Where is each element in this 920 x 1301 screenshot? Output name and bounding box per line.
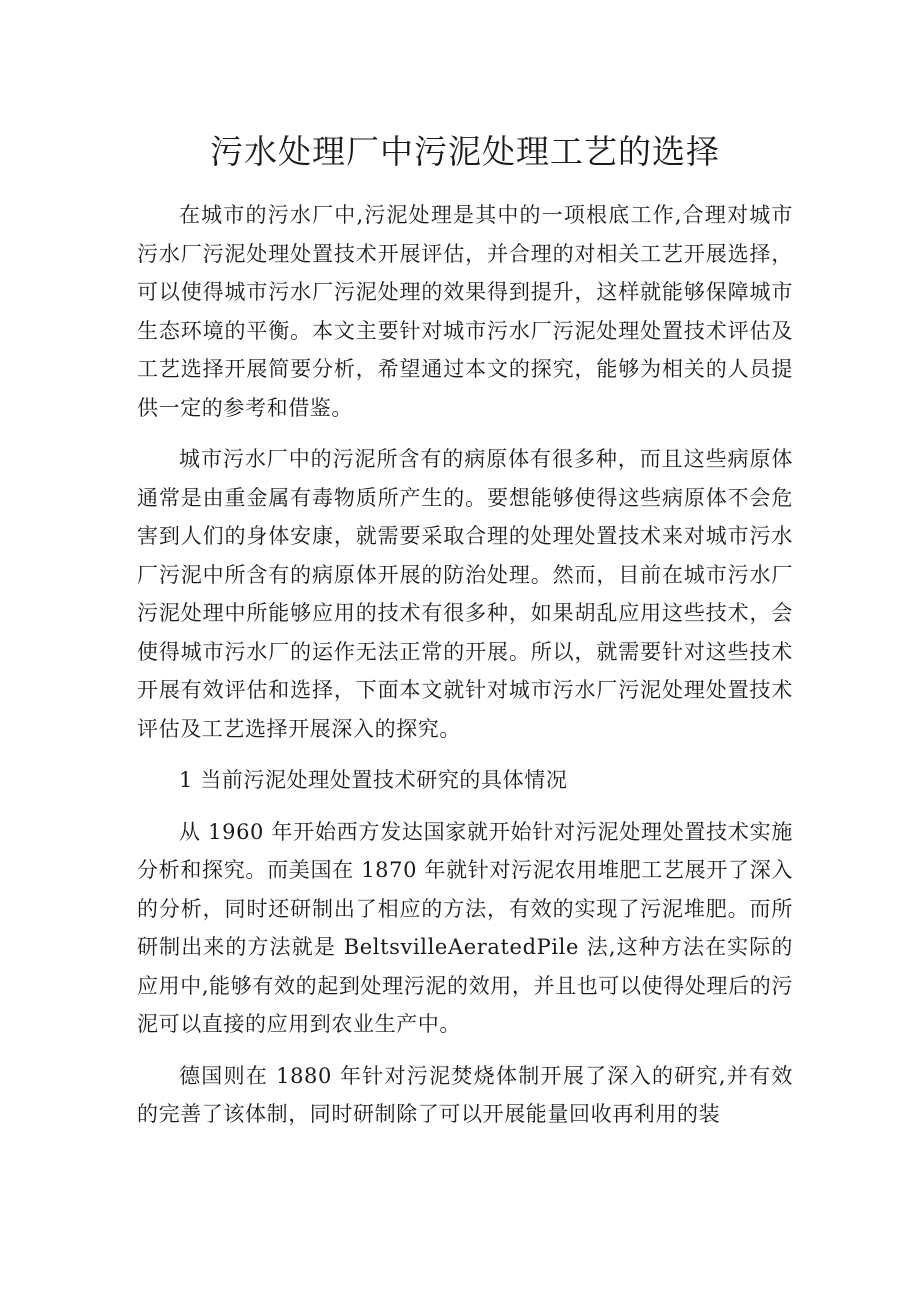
germany-paragraph: 德国则在 1880 年针对污泥焚烧体制开展了深入的研究,并有效的完善了该体制，同时研制除了可以开展能量回收再利用的装 (137, 1063, 793, 1126)
section-heading: 1 当前污泥处理处置技术研究的具体情况 (179, 768, 568, 792)
pathogen-paragraph: 城市污水厂中的污泥所含有的病原体有很多种，而且这些病原体通常是由重金属有毒物质所产生的。要想能够使得这些病原体不会危害到人们的身体安康，就需要采取合理的处理处置技术来对城市污水厂污泥中所含有的病原体开展的防治处理。然而，目前在城市污水厂污泥处理中所能够应用的技术有很多种，如果胡乱应用这些技术，会使得城市污水厂的运作无法正常的开展。所以，就需要针对这些技术开展有效评估和选择，下面本文就针对城市污水厂污泥处理处置技术评估及工艺选择开展深入的探究。 (137, 447, 793, 741)
document-title: 污水处理厂中污泥处理工艺的选择 (210, 132, 720, 171)
history-paragraph: 从 1960 年开始西方发达国家就开始针对污泥处理处置技术实施分析和探究。而美国在 1870 年就针对污泥农用堆肥工艺展开了深入的分析，同时还研制出了相应的方法，有效的实现了污泥堆肥。而所研制出来的方法就是 BeltsvilleAeratedPile 法,这种方法在实际的应用中,能够有效的起到处理污泥的效用，并且也可以使得处理后的污泥可以直接的应用到农业生产中。 (137, 819, 793, 1036)
document-page (137, 128, 793, 1147)
intro-paragraph: 在城市的污水厂中,污泥处理是其中的一项根底工作,合理对城市污水厂污泥处理处置技术开展评估，并合理的对相关工艺开展选择，可以使得城市污水厂污泥处理的效果得到提升，这样就能够保障城市生态环境的平衡。本文主要针对城市污水厂污泥处理处置技术评估及工艺选择开展简要分析，希望通过本文的探究，能够为相关的人员提供一定的参考和借鉴。 (137, 203, 793, 420)
